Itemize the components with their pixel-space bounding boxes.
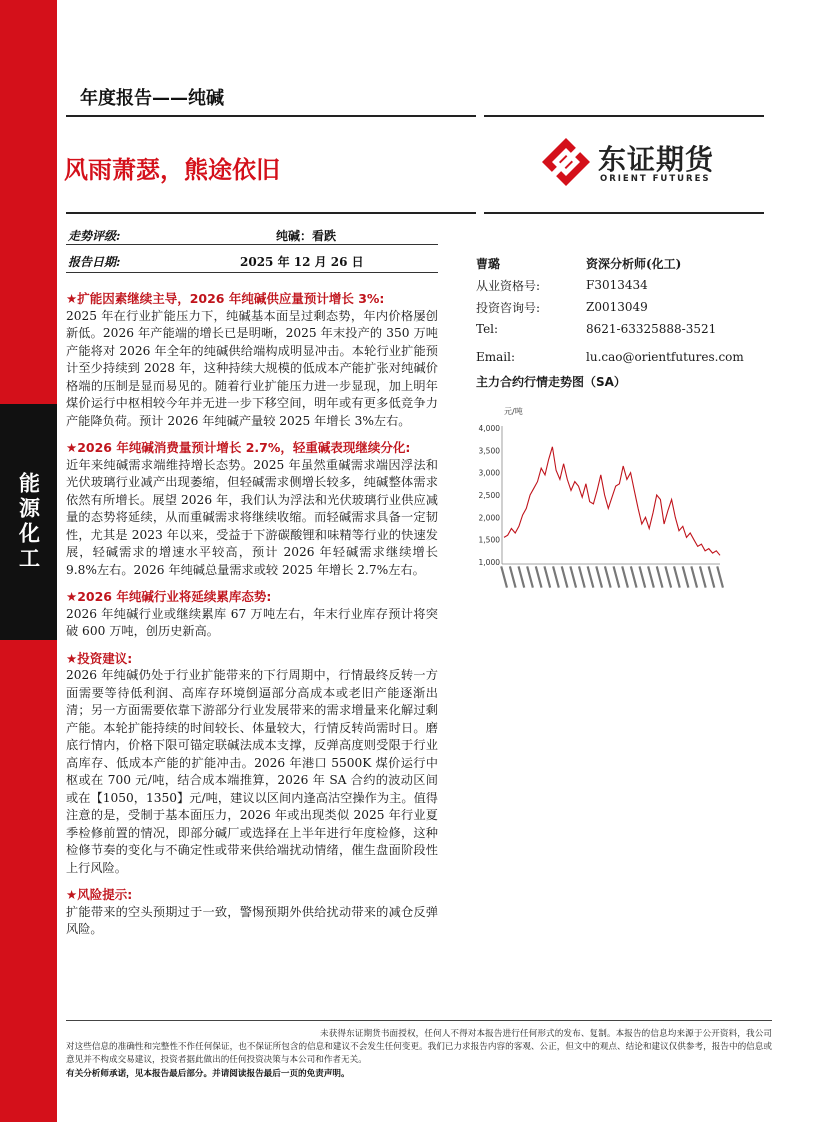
trend-value: 纯碱：看跌 bbox=[276, 229, 337, 243]
section-body-demand: 近年来纯碱需求端维持增长态势。2025 年虽然重碱需求端因浮法和光伏玻璃行业减产出现萎缩，但轻碱需求侧增长较多，纯碱整体需求依然有所增长。展望 2026 年，我们认为浮法和光伏玻璃行业供应减量的态势将延续，从而重碱需求将继续收缩。而轻碱需求具备一定韧性，尤其是 2023 年以来，受益于下游碳酸锂和味精等行业的快速发展，轻碱需求的增速水平较高，预计 2026 年轻碱需求继续增长 9.8%左右。2026 年纯碱总量需求或较 2025 年增长 2.7%左右。 bbox=[66, 457, 438, 577]
section-heading-investment: ★投资建议: bbox=[66, 650, 133, 666]
x-tick-mark bbox=[517, 566, 525, 588]
section-heading-inventory: ★2026 年纯碱行业将延续累库态势: bbox=[66, 589, 272, 604]
orient-futures-logo bbox=[538, 136, 723, 188]
headline: 风雨萧瑟，熊途依旧 bbox=[64, 156, 280, 184]
rating-divider bbox=[66, 244, 438, 245]
x-tick-mark bbox=[561, 566, 569, 588]
x-tick-mark bbox=[708, 566, 716, 588]
logo-mark-icon bbox=[538, 136, 594, 188]
x-tick-mark bbox=[526, 566, 534, 588]
x-tick-mark bbox=[638, 566, 646, 588]
x-tick-mark bbox=[552, 566, 560, 588]
x-tick-mark bbox=[682, 566, 690, 588]
chart-title: 主力合约行情走势图（SA） bbox=[476, 375, 626, 389]
x-tick-mark bbox=[578, 566, 586, 588]
section-body-supply: 2025 年在行业扩能压力下，纯碱基本面呈过剩态势，年内价格屡创新低。2026 年产能端的增长已是明晰，2025 年末投产的 350 万吨产能将对 2026 年全年的纯碱供给端构成明显冲击。本轮行业扩能预计至少持续到 2028 年，这种持续大规模的低成本产能扩张对纯碱价格端的压制是显而易见的。随着行业扩能压力进一步显现，加上明年煤价运行中枢相较今年并无进一步下移空间，明年或有更多低竞争力产能降负荷。预计 2026 年纯碱产量较 2025 年增长 3%左右。 bbox=[66, 308, 438, 428]
report-body bbox=[66, 290, 438, 948]
analyst-commitment-note: 有关分析师承诺，见本报告最后部分。并请阅读报告最后一页的免责声明。 bbox=[66, 1069, 350, 1079]
x-tick-mark bbox=[690, 566, 698, 588]
y-tick-label: 2,000 bbox=[478, 513, 500, 523]
section-heading-risk: ★风险提示: bbox=[66, 887, 133, 902]
x-tick-mark bbox=[656, 566, 664, 588]
x-tick-mark bbox=[647, 566, 655, 588]
title-rule-left bbox=[66, 115, 476, 117]
rating-rule-right bbox=[484, 212, 764, 214]
section-heading-supply: ★扩能因素继续主导，2026 年纯碱供应量预计增长 3%: bbox=[66, 291, 385, 306]
analyst-email: lu.cao@orientfutures.com bbox=[586, 350, 744, 364]
x-tick-mark bbox=[716, 566, 724, 588]
x-tick-mark bbox=[543, 566, 551, 588]
y-tick-label: 1,000 bbox=[478, 558, 500, 567]
x-tick-mark bbox=[535, 566, 543, 588]
analyst-name: 曹璐 bbox=[476, 256, 501, 271]
x-tick-mark bbox=[630, 566, 638, 588]
section-body-risk: 扩能带来的空头预期过于一致，警惕预期外供给扰动带来的减仓反弹风险。 bbox=[66, 904, 438, 936]
section-heading-demand: ★2026 年纯碱消费量预计增长 2.7%，轻重碱表现继续分化: bbox=[66, 440, 411, 455]
logo-text-en: ORIENT FUTURES bbox=[600, 174, 711, 184]
sector-tab bbox=[0, 404, 57, 640]
logo-text-cn: 东证期货 bbox=[598, 143, 715, 176]
x-tick-mark bbox=[595, 566, 603, 588]
analyst-row: Tel: 8621-63325888-3521 bbox=[476, 322, 717, 336]
x-tick-mark bbox=[613, 566, 621, 588]
disclaimer bbox=[66, 1028, 772, 1067]
report-title: 年度报告——纯碱 bbox=[80, 88, 224, 109]
x-tick-mark bbox=[500, 566, 508, 588]
y-tick-label: 1,500 bbox=[478, 535, 500, 545]
y-tick-label: 3,000 bbox=[478, 468, 500, 478]
date-value: 2025 年 12 月 26 日 bbox=[240, 255, 364, 269]
analyst-row: Email: lu.cao@orientfutures.com bbox=[476, 350, 744, 364]
date-divider bbox=[66, 272, 438, 273]
x-tick-mark bbox=[509, 566, 517, 588]
price-chart bbox=[470, 402, 760, 597]
rating-rule-left bbox=[66, 212, 476, 214]
x-tick-mark bbox=[587, 566, 595, 588]
section-body-investment: 2026 年纯碱仍处于行业扩能带来的下行周期中，行情最终反转一方面需要等待低利润、高库存环境倒逼部分高成本或老旧产能逐渐出清；另一方面需要依靠下游部分行业发展带来的需求增量来化解过剩产能。本轮扩能持续的时间较长、体量较大，行情反转尚需时日。磨底行情内，价格下限可锚定联碱法成本支撑，反弹高度则受限于行业高库存、低成本产能的扩能冲击。2026 年港口 5500K 煤价运行中枢或在 700 元/吨，结合成本端推算，2026 年 SA 合约的波动区间或在【1050，1350】元/吨，建议以区间内逢高沽空操作为主。值得注意的是，受制于基本面压力，2026 年或出现类似 2025 年行业夏季检修前置的情况，即部分碱厂或选择在上半年进行年度检修，这种检修节奏的变化与不确定性或带来供给端扰动情绪，催生盘面阶段性上行风险。 bbox=[66, 668, 438, 875]
sa-price-line bbox=[504, 447, 720, 556]
date-label: 报告日期: bbox=[68, 255, 121, 269]
x-tick-mark bbox=[673, 566, 681, 588]
x-tick-mark bbox=[621, 566, 629, 588]
y-tick-label: 4,000 bbox=[478, 424, 500, 433]
analyst-row: 从业资格号: F3013434 bbox=[476, 278, 648, 293]
x-tick-mark bbox=[699, 566, 707, 588]
analyst-row: 投资咨询号: Z0013049 bbox=[476, 300, 648, 315]
sector-label: 能源化工 bbox=[16, 472, 41, 572]
footer-rule bbox=[66, 1020, 772, 1021]
y-tick-label: 2,500 bbox=[478, 491, 500, 500]
x-tick-mark bbox=[604, 566, 612, 588]
title-rule-right bbox=[484, 115, 764, 117]
section-body-inventory: 2026 年纯碱行业或继续累库 67 万吨左右，年末行业库存预计将突破 600 万吨，创历史新高。 bbox=[66, 606, 438, 638]
analyst-card bbox=[476, 252, 766, 368]
y-tick-label: 3,500 bbox=[478, 446, 500, 456]
disclaimer-text: 未获得东证期货书面授权，任何人不得对本报告进行任何形式的发布、复制。本报告的信息均来源于公开资料，我公司对这些信息的准确性和完整性不作任何保证，也不保证所包含的信息和建议不会发生任何变更。我们已力求报告内容的客观、公正，但文中的观点、结论和建议仅供参考，报告中的信息或意见并不构成交易建议，投资者据此做出的任何投资决策与本公司和作者无关。 bbox=[66, 1029, 772, 1065]
y-axis-label: 元/吨 bbox=[504, 407, 523, 416]
x-tick-mark bbox=[664, 566, 672, 588]
analyst-role: 资深分析师(化工) bbox=[586, 256, 682, 271]
trend-label: 走势评级: bbox=[68, 229, 121, 243]
x-tick-mark bbox=[569, 566, 577, 588]
